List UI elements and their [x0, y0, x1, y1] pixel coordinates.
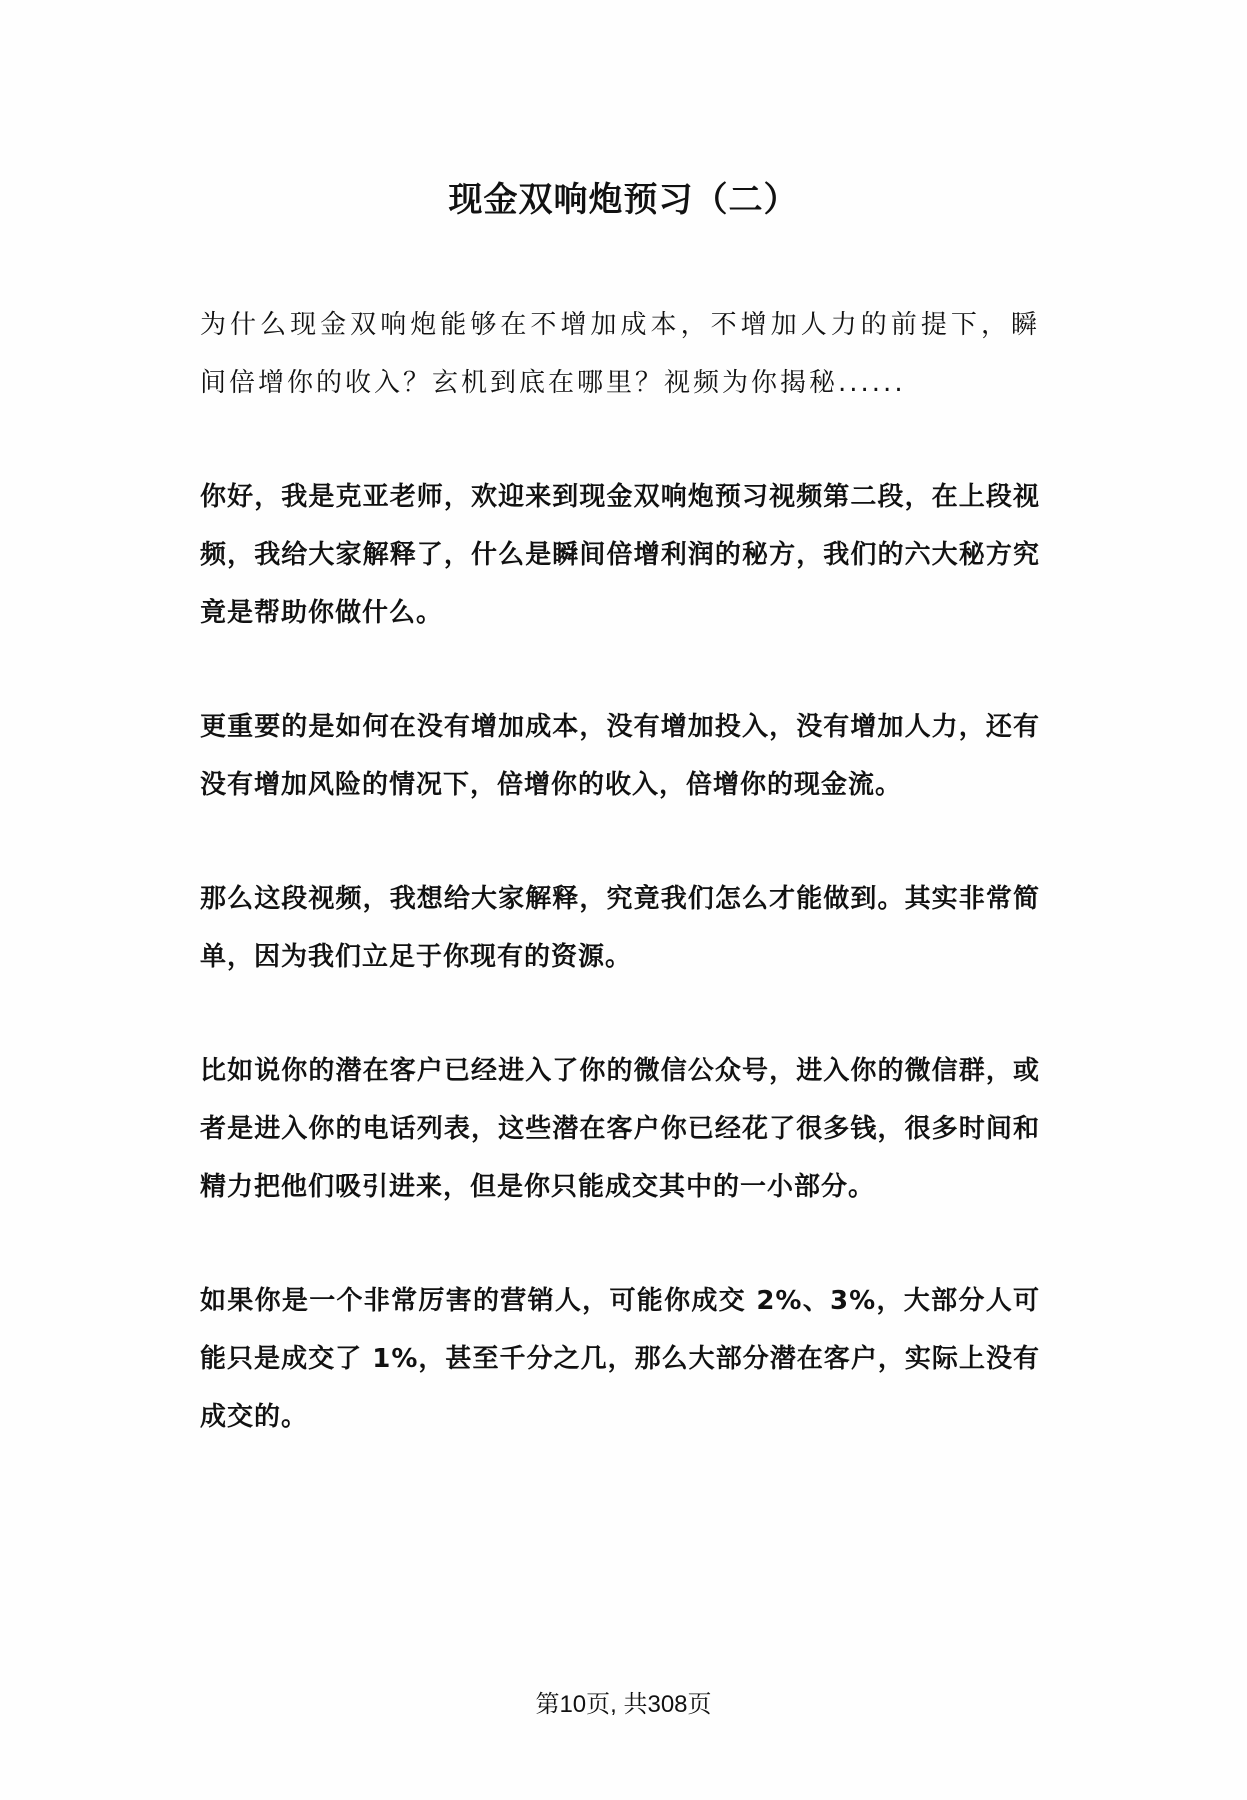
paragraph: 如果你是一个非常厉害的营销人，可能你成交 2%、3%，大部分人可能只是成交了 1%，甚至千分之几，那么大部分潜在客户，实际上没有成交的。	[200, 1286, 1040, 1432]
paragraph-intro: 为什么现金双响炮能够在不增加成本，不增加人力的前提下，瞬间倍增你的收入？玄机到底在哪里？视频为你揭秘......	[200, 310, 1040, 398]
paragraph: 你好，我是克亚老师，欢迎来到现金双响炮预习视频第二段，在上段视频，我给大家解释了，什么是瞬间倍增利润的秘方，我们的六大秘方究竟是帮助你做什么。	[200, 482, 1040, 628]
paragraph: 更重要的是如何在没有增加成本，没有增加投入，没有增加人力，还有没有增加风险的情况下，倍增你的收入，倍增你的现金流。	[200, 712, 1040, 800]
page-title: 现金双响炮预习（二）	[448, 180, 799, 220]
document-body	[200, 296, 1040, 1502]
paragraph: 比如说你的潜在客户已经进入了你的微信公众号，进入你的微信群，或者是进入你的电话列表，这些潜在客户你已经花了很多钱，很多时间和精力把他们吸引进来，但是你只能成交其中的一小部分。	[200, 1056, 1040, 1202]
paragraph: 那么这段视频，我想给大家解释，究竟我们怎么才能做到。其实非常简单，因为我们立足于你现有的资源。	[200, 884, 1040, 972]
page-number-footer: 第10页, 共308页	[535, 1691, 712, 1718]
